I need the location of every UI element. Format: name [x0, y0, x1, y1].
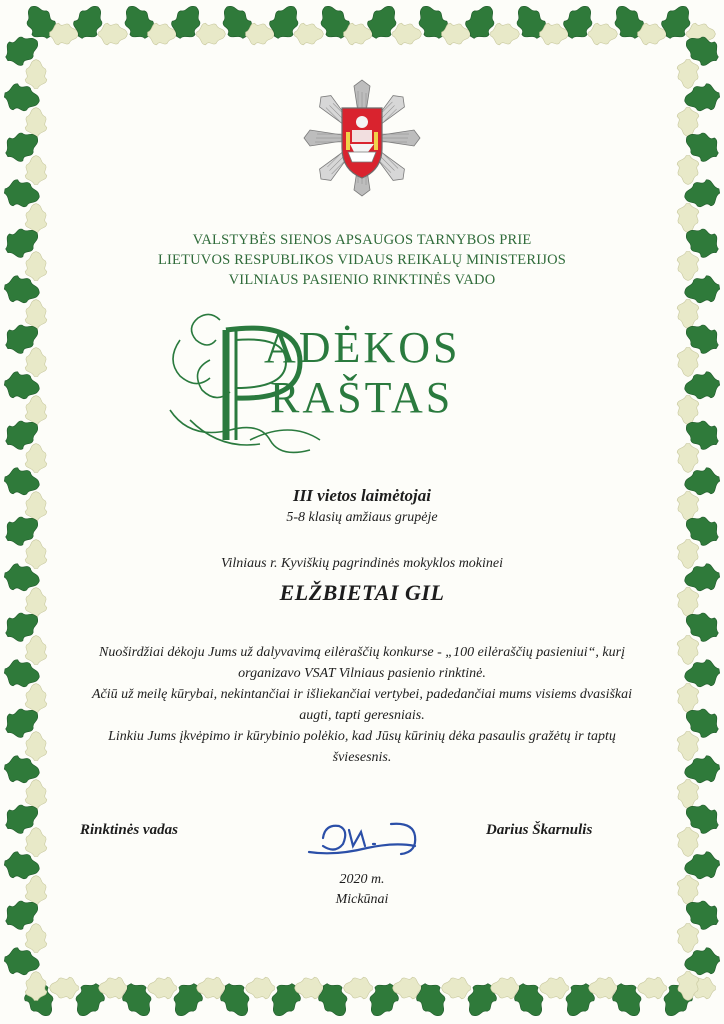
oak-leaf-icon [344, 977, 373, 999]
oak-leaf-icon [677, 300, 699, 329]
issue-place: Mickūnai [335, 892, 389, 907]
recipient-school: Vilniaus r. Kyviškių pagrindinės mokyklos mokinei [220, 556, 504, 571]
title-word-2: RAŠTAS [270, 373, 454, 422]
body-paragraph-1: Nuoširdžiai dėkoju Jums už dalyvavimą eilėraščių konkurse - „100 eilėraščių pasieniui“, kurį organizavo VSAT Vilniaus pasienio rinktinė. [99, 645, 625, 681]
oak-leaf-icon [25, 300, 47, 329]
border-guard-star-emblem-icon [302, 78, 422, 198]
oak-leaf-icon [25, 108, 47, 137]
oak-leaf-icon [25, 60, 47, 89]
oak-leaf-icon [25, 204, 47, 233]
oak-leaf-icon [442, 977, 471, 999]
oak-leaf-icon [677, 108, 699, 137]
oak-leaf-icon [677, 684, 699, 713]
oak-leaf-icon [677, 924, 699, 953]
oak-leaf-icon [677, 348, 699, 377]
oak-leaf-icon [393, 23, 422, 45]
oak-leaf-icon [25, 444, 47, 473]
oak-leaf-icon [677, 396, 699, 425]
oak-leaf-icon [25, 636, 47, 665]
oak-leaf-icon [677, 828, 699, 857]
oak-leaf-icon [25, 396, 47, 425]
oak-leaf-icon [638, 977, 667, 999]
recipient-name: ELŽBIETAI GIL [279, 580, 445, 605]
body-paragraph-2: Ačiū už meilę kūrybai, nekintančiai ir išliekančiai vertybei, padedančiai mums visiems dvasiškai augti, tapti geresniais. [91, 687, 633, 723]
header-line-3: VILNIAUS PASIENIO RINKTINĖS VADO [228, 272, 496, 288]
oak-leaf-icon [677, 444, 699, 473]
handwritten-signature [305, 812, 435, 862]
award-place: III vietos laimėtojai [293, 486, 431, 505]
oak-leaf-icon [25, 348, 47, 377]
oak-leaf-icon [25, 828, 47, 857]
issue-year: 2020 m. [339, 872, 385, 887]
oak-leaf-icon [677, 60, 699, 89]
oak-leaf-icon [148, 977, 177, 999]
oak-leaf-icon [677, 204, 699, 233]
oak-leaf-icon [25, 684, 47, 713]
title-word-1: ADĖKOS [264, 323, 461, 372]
body-paragraph-3: Linkiu Jums įkvėpimo ir kūrybinio polėkio, kad Jūsų kūrinių dėka pasaulis gražėtų ir taptų šviesesnis. [108, 729, 616, 765]
header-line-1: VALSTYBĖS SIENOS APSAUGOS TARNYBOS PRIE [192, 232, 532, 248]
oak-leaf-icon [25, 924, 47, 953]
oak-leaf-icon [295, 23, 324, 45]
oak-leaf-icon [99, 23, 128, 45]
oak-leaf-icon [677, 636, 699, 665]
oak-leaf-icon [25, 732, 47, 761]
oak-leaf-icon [677, 156, 699, 185]
oak-leaf-icon [25, 780, 47, 809]
oak-leaf-icon [491, 23, 520, 45]
oak-leaf-icon [197, 23, 226, 45]
signer-name: Darius Škarnulis [486, 822, 593, 838]
oak-leaf-icon [677, 732, 699, 761]
oak-leaf-icon [246, 977, 275, 999]
oak-leaf-icon [589, 23, 618, 45]
award-group: 5-8 klasių amžiaus grupėje [286, 510, 438, 525]
signer-role: Rinktinės vadas [80, 822, 178, 838]
header-line-2: LIETUVOS RESPUBLIKOS VIDAUS REIKALŲ MINISTERIJOS [157, 252, 567, 268]
oak-leaf-icon [677, 780, 699, 809]
oak-leaf-icon [50, 977, 79, 999]
oak-leaf-icon [540, 977, 569, 999]
body-text [80, 642, 644, 768]
oak-leaf-icon [25, 156, 47, 185]
